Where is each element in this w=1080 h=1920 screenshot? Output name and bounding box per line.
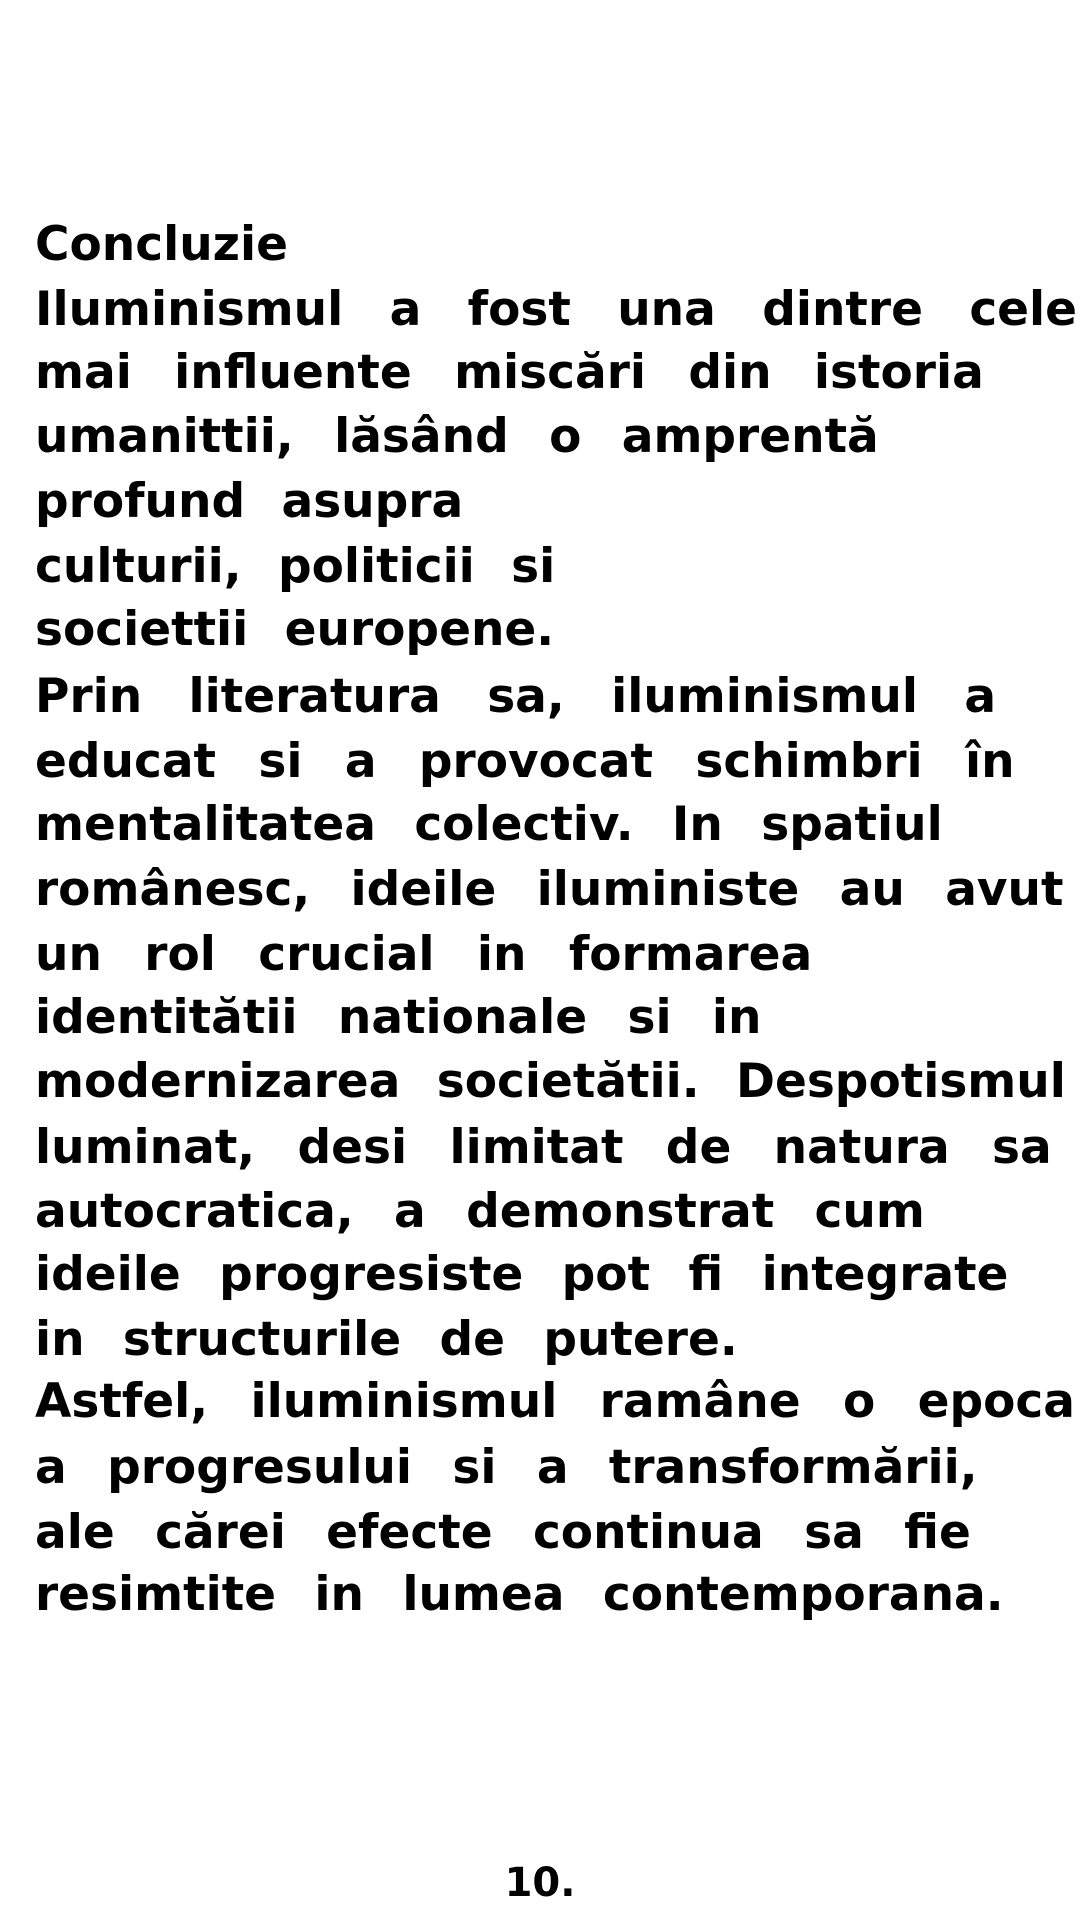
text-line: mai influente miscări din istoria [35, 345, 984, 400]
page-number: 10. [504, 1860, 576, 1906]
text-line: românesc, ideile iluministe au avut [35, 862, 1064, 917]
text-line: Prin literatura sa, iluminismul a [35, 669, 997, 724]
text-line: culturii, politicii si [35, 539, 556, 594]
text-line: profund asupra [35, 474, 464, 529]
text-line: Astfel, iluminismul ramâne o epoca [35, 1374, 1076, 1429]
text-line: resimtite in lumea contemporana. [35, 1567, 1004, 1622]
text-line: in structurile de putere. [35, 1312, 738, 1367]
text-line: modernizarea societătii. Despotismul [35, 1054, 1066, 1109]
text-line: identitătii nationale si in [35, 990, 762, 1045]
text-line: autocratica, a demonstrat cum [35, 1184, 925, 1239]
text-line: ale cărei efecte continua sa fie [35, 1505, 971, 1560]
text-line: societtii europene. [35, 602, 555, 657]
text-line: un rol crucial in formarea [35, 927, 813, 982]
text-line: umanittii, lăsând o amprentă [35, 409, 879, 464]
text-line: ideile progresiste pot fi integrate [35, 1247, 1009, 1302]
text-line: a progresului si a transformării, [35, 1440, 978, 1495]
text-line: mentalitatea colectiv. In spatiul [35, 797, 943, 852]
text-line: Iluminismul a fost una dintre cele [35, 282, 1078, 337]
text-line: educat si a provocat schimbri în [35, 734, 1015, 789]
text-line: luminat, desi limitat de natura sa [35, 1120, 1052, 1175]
section-heading: Concluzie [35, 217, 289, 272]
